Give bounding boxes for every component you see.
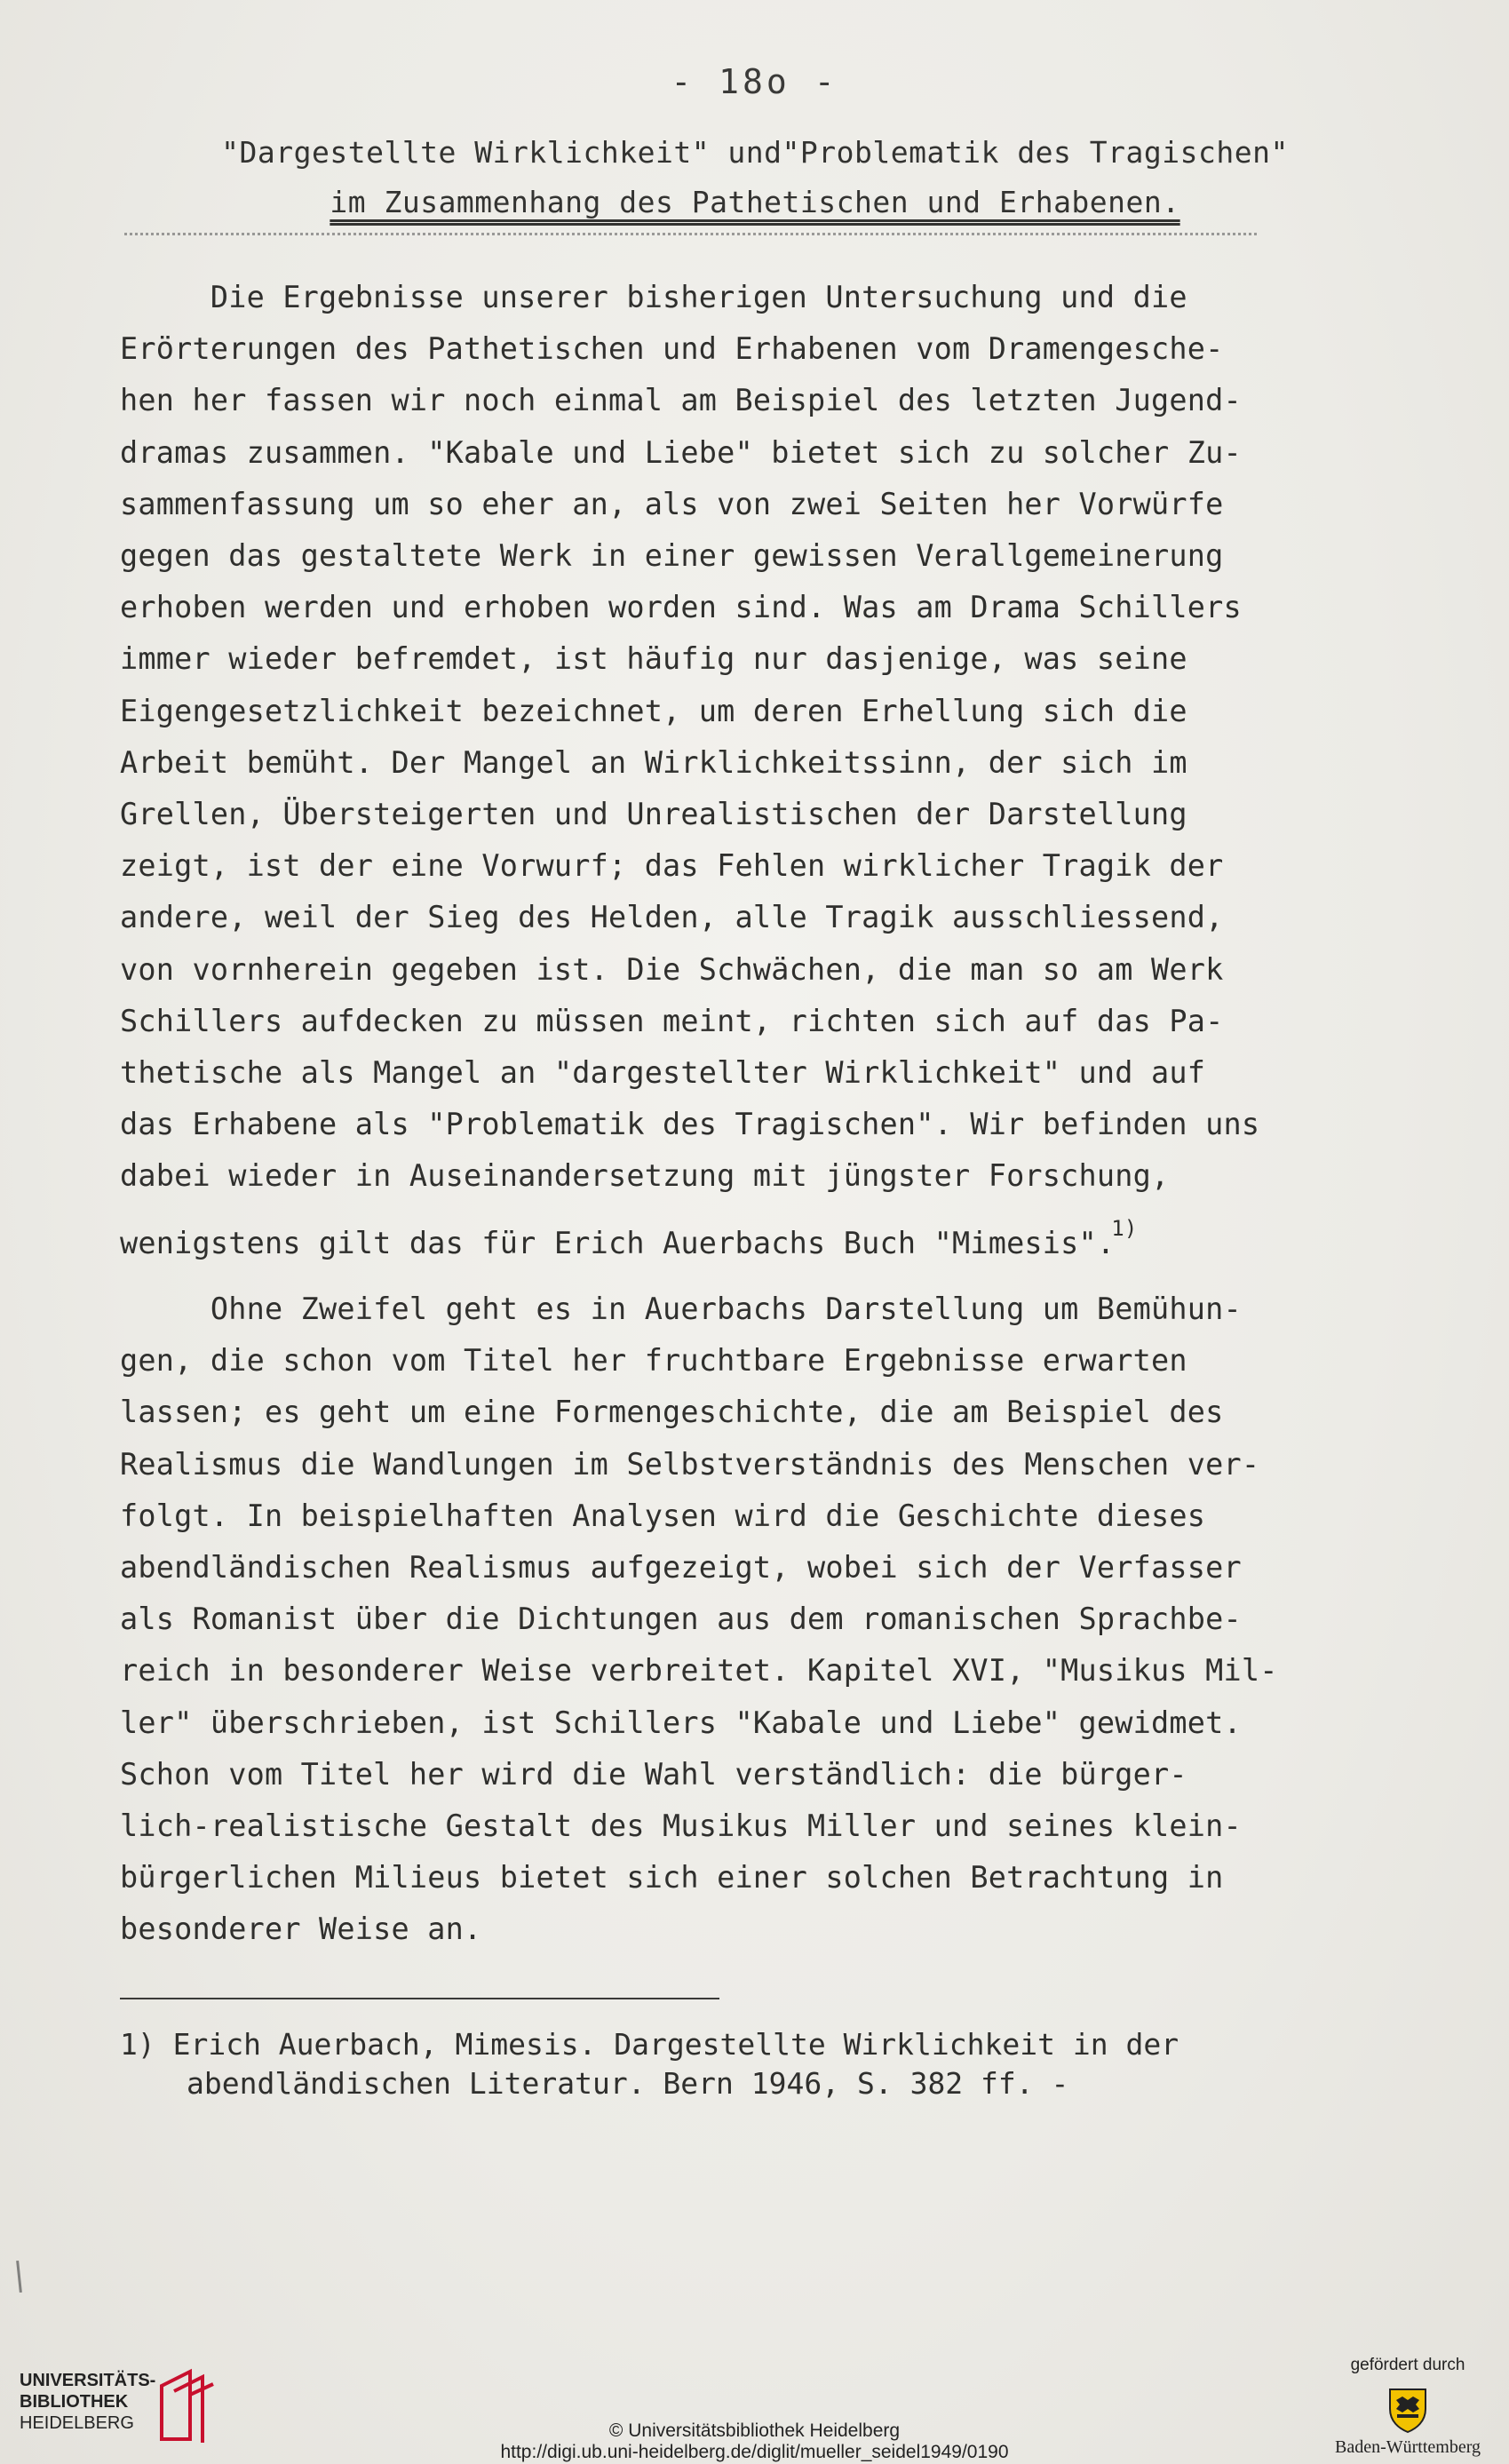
coat-of-arms-icon [1381,2381,1434,2434]
text-line: lich-realistische Gestalt des Musikus Miller und seines klein- [120,1808,1242,1844]
text-line: Realismus die Wandlungen im Selbstverständnis des Menschen ver- [120,1446,1260,1482]
library-name-line2: BIBLIOTHEK [20,2392,129,2412]
footnote-separator [120,1998,719,1999]
paragraph-1 [120,272,1434,1269]
text-line: das Erhabene als "Problematik des Tragischen". Wir befinden uns [120,1107,1260,1142]
text-line: dabei wieder in Auseinandersetzung mit jüngster Forschung, [120,1158,1170,1194]
text-line: sammenfassung um so eher an, als von zwei Seiten her Vorwürfe [120,486,1224,521]
text-line: bürgerlichen Milieus bietet sich einer solchen Betrachtung in [120,1860,1224,1896]
text-line: wenigstens gilt das für Erich Auerbachs Buch "Mimesis". [120,1225,1116,1260]
text-line: zeigt, ist der eine Vorwurf; das Fehlen wirklicher Tragik der [120,848,1224,884]
footnote-line-1: 1) Erich Auerbach, Mimesis. Dargestellte Wirklichkeit in der [120,2027,1179,2062]
title-underline [124,233,1257,235]
footnote-reference: 1) [1111,1215,1138,1241]
text-line: Arbeit bemüht. Der Mangel an Wirklichkeitssinn, der sich im [120,744,1187,780]
library-name-line1: UNIVERSITÄTS- [20,2371,156,2390]
text-line: dramas zusammen. "Kabale und Liebe" bietet sich zu solcher Zu- [120,434,1242,470]
text-line: gen, die schon vom Titel her fruchtbare Ergebnisse erwarten [120,1343,1187,1379]
text-line: hen her fassen wir noch einmal am Beispiel des letzten Jugend- [120,383,1242,418]
text-line: Schillers aufdecken zu müssen meint, richten sich auf das Pa- [120,1003,1224,1038]
chapter-title-line2: im Zusammenhang des Pathetischen und Erhabenen. [330,185,1180,219]
text-line: ler" überschrieben, ist Schillers "Kabale und Liebe" gewidmet. [120,1705,1242,1740]
footnote [120,2025,1434,2103]
copyright-notice: © Universitätsbibliothek Heidelberg [608,2420,901,2441]
text-line: von vornherein gegeben ist. Die Schwächen, die man so am Werk [120,951,1224,987]
chapter-title-line1: "Dargestellte Wirklichkeit" und"Problematik des Tragischen" [221,135,1289,170]
text-line: abendländischen Realismus aufgezeigt, wobei sich der Verfasser [120,1550,1242,1586]
text-line: besonderer Weise an. [120,1912,482,1947]
text-line: Schon vom Titel her wird die Wahl verständlich: die bürger- [120,1756,1187,1792]
text-line: andere, weil der Sieg des Helden, alle Tragik ausschliessend, [120,900,1224,935]
text-line-with-footnote [120,1203,1434,1269]
text-line: folgt. In beispielhaften Analysen wird die Geschichte dieses [120,1498,1206,1533]
text-line: immer wieder befremdet, ist häufig nur dasjenige, was seine [120,641,1187,677]
text-line: Die Ergebnisse unserer bisherigen Untersuchung und die [120,280,1187,314]
page-number: - 18o - [671,62,838,101]
funding-badge [1323,2356,1492,2458]
text-line: Ohne Zweifel geht es in Auerbachs Darstellung um Bemühun- [120,1292,1242,1326]
margin-pencil-mark [16,2261,22,2293]
text-line: Eigengesetzlichkeit bezeichnet, um deren Erhellung sich die [120,693,1187,728]
text-line: als Romanist über die Dichtungen aus dem romanischen Sprachbe- [120,1602,1242,1637]
source-url[interactable]: http://digi.ub.uni-heidelberg.de/diglit/mueller_seidel1949/0190 [500,2442,1009,2462]
text-line: Grellen, Übersteigerten und Unrealistischen der Darstellung [120,797,1187,832]
text-line: gegen das gestaltete Werk in einer gewissen Verallgemeinerung [120,538,1224,574]
text-line: thetische als Mangel an "dargestellter Wirklichkeit" und auf [120,1055,1206,1091]
text-line: lassen; es geht um eine Formengeschichte, die am Beispiel des [120,1395,1224,1430]
footnote-line-2: abendländischen Literatur. Bern 1946, S. 382 ff. - [187,2066,1069,2101]
funding-state: Baden-Württemberg [1334,2437,1481,2457]
paragraph-2 [120,1284,1434,1956]
library-name-line3: HEIDELBERG [20,2413,134,2433]
funding-label: gefördert durch [1350,2356,1465,2374]
text-line: erhoben werden und erhoben worden sind. Was am Drama Schillers [120,590,1242,625]
text-line: Erörterungen des Pathetischen und Erhabenen vom Dramengesche- [120,331,1224,367]
text-line: reich in besonderer Weise verbreitet. Kapitel XVI, "Musikus Mil- [120,1653,1278,1689]
